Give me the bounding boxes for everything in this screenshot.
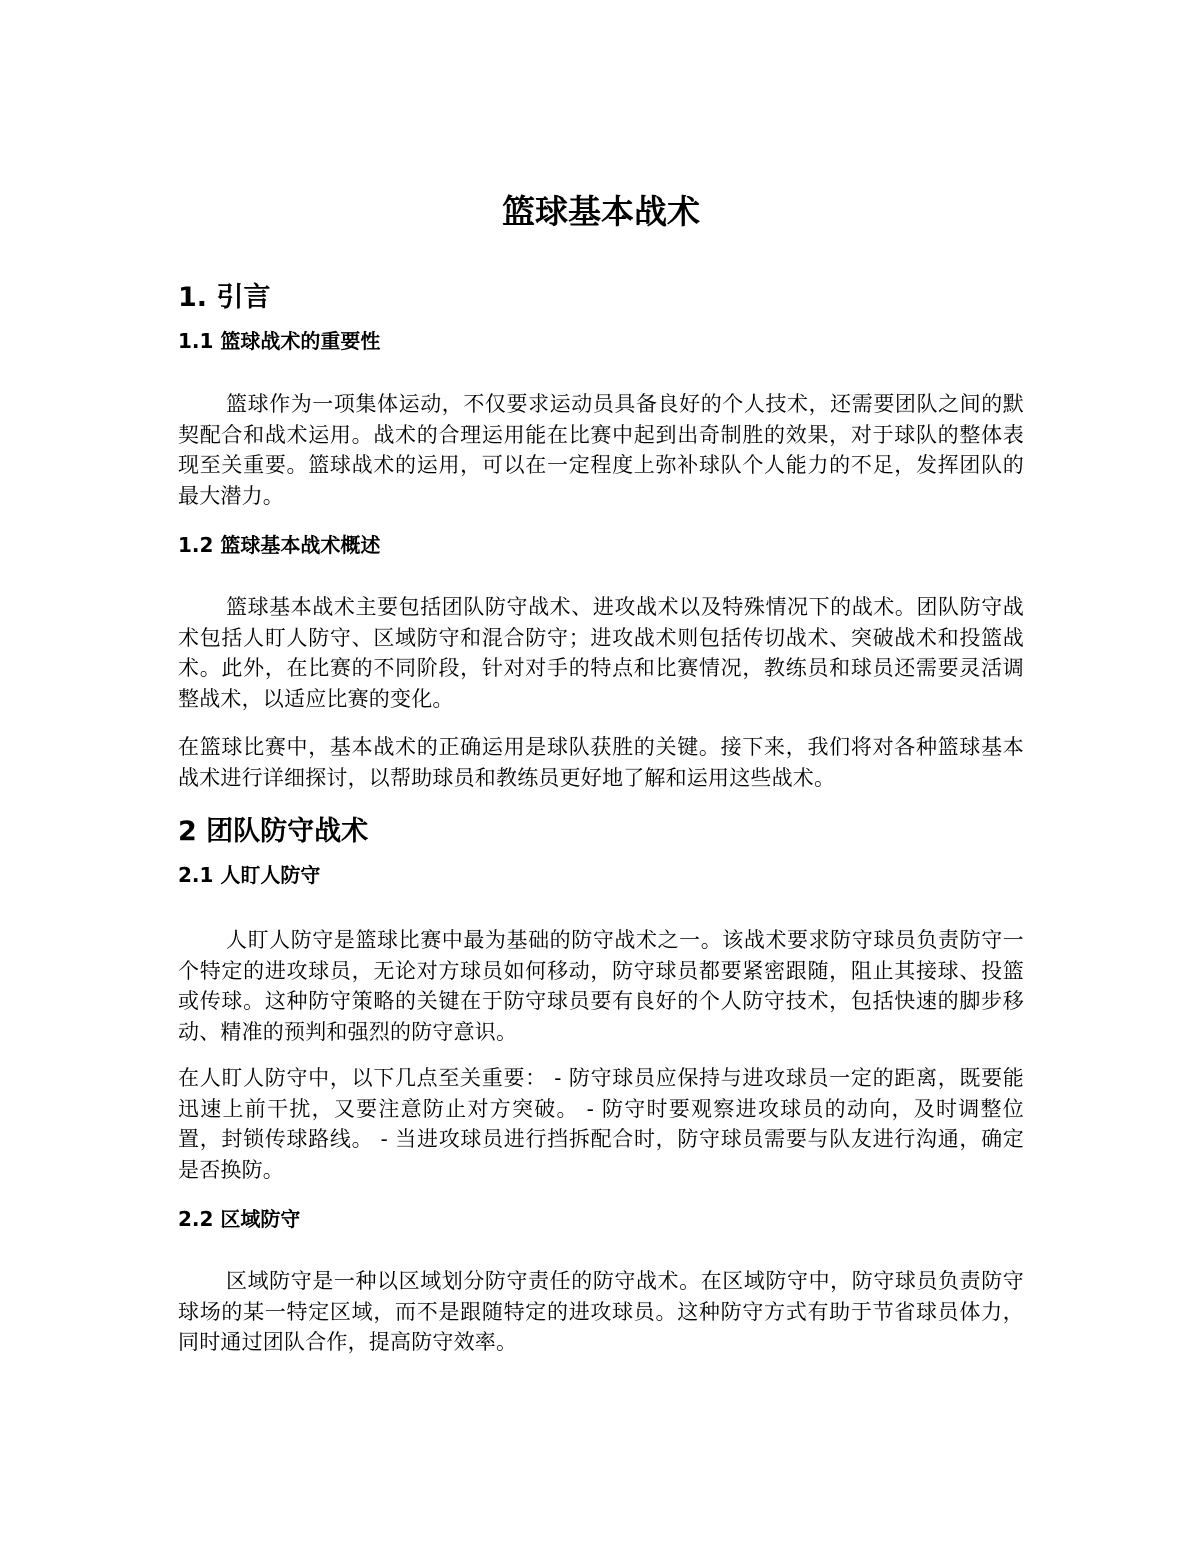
subsection-heading-overview: 1.2 篮球基本战术概述 <box>178 533 381 557</box>
paragraph-importance: 篮球作为一项集体运动，不仅要求运动员具备良好的个人技术，还需要团队之间的默契配合和战术运用。战术的合理运用能在比赛中起到出奇制胜的效果，对于球队的整体表现至关重要。篮球战术的运用，可以在一定程度上弥补球队个人能力的不足，发挥团队的最大潜力。 <box>178 392 1024 508</box>
paragraph-man-to-man-1: 人盯人防守是篮球比赛中最为基础的防守战术之一。该战术要求防守球员负责防守一个特定的进攻球员，无论对方球员如何移动，防守球员都要紧密跟随，阻止其接球、投篮或传球。这种防守策略的关键在于防守球员要有良好的个人防守技术，包括快速的脚步移动、精准的预判和强烈的防守意识。 <box>178 928 1024 1044</box>
paragraph-overview-2: 在篮球比赛中，基本战术的正确运用是球队获胜的关键。接下来，我们将对各种篮球基本战术进行详细探讨，以帮助球员和教练员更好地了解和运用这些战术。 <box>178 735 1024 790</box>
subsection-heading-zone-defense: 2.2 区域防守 <box>178 1207 301 1231</box>
paragraph-overview-1: 篮球基本战术主要包括团队防守战术、进攻战术以及特殊情况下的战术。团队防守战术包括人盯人防守、区域防守和混合防守；进攻战术则包括传切战术、突破战术和投篮战术。此外，在比赛的不同阶段，针对对手的特点和比赛情况，教练员和球员还需要灵活调整战术，以适应比赛的变化。 <box>178 595 1024 711</box>
document-title: 篮球基本战术 <box>502 192 700 231</box>
section-heading-team-defense: 2 团队防守战术 <box>178 816 369 847</box>
paragraph-man-to-man-2: 在人盯人防守中，以下几点至关重要： - 防守球员应保持与进攻球员一定的距离，既要能迅速上前干扰，又要注意防止对方突破。 - 防守时要观察进攻球员的动向，及时调整位置，封锁传球路线。 - 当进攻球员进行挡拆配合时，防守球员需要与队友进行沟通，确定是否换防。 <box>178 1066 1024 1182</box>
subsection-heading-man-to-man: 2.1 人盯人防守 <box>178 863 321 887</box>
paragraph-zone-defense: 区域防守是一种以区域划分防守责任的防守战术。在区域防守中，防守球员负责防守球场的某一特定区域，而不是跟随特定的进攻球员。这种防守方式有助于节省球员体力，同时通过团队合作，提高防守效率。 <box>178 1269 1024 1354</box>
section-heading-introduction: 1. 引言 <box>178 282 271 313</box>
subsection-heading-importance: 1.1 篮球战术的重要性 <box>178 329 381 353</box>
